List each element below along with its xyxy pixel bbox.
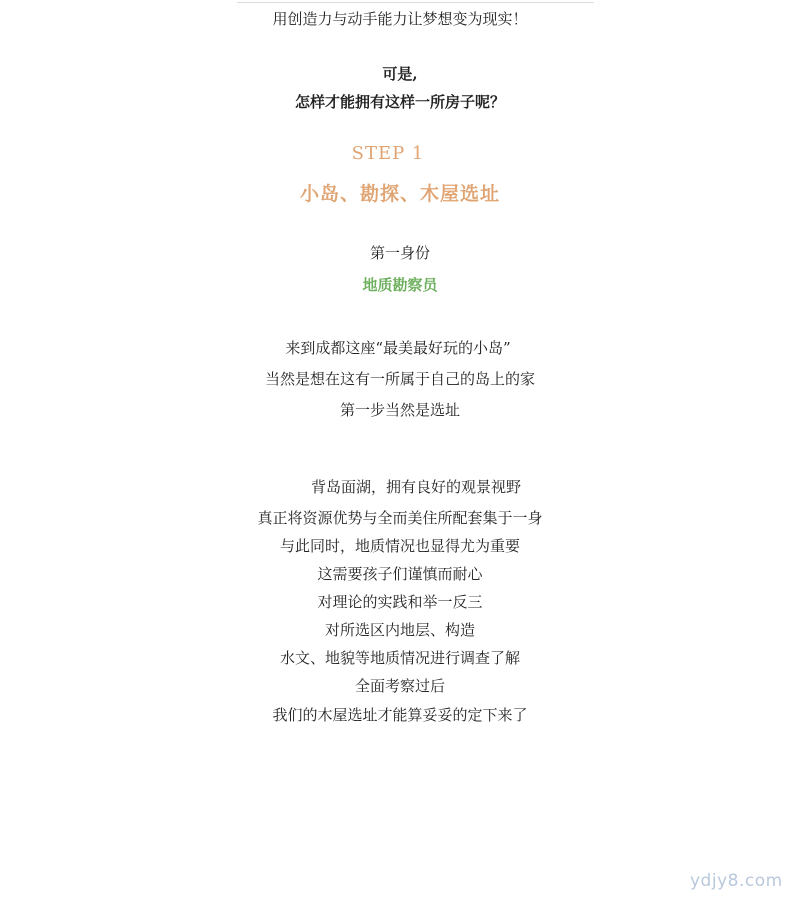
- paragraph-line: 全面考察过后: [354, 677, 445, 695]
- role-label: 第一身份: [369, 244, 430, 262]
- paragraph-line: 对所选区内地层、构造: [324, 621, 475, 639]
- paragraph-line: 来到成都这座“最美最好玩的小岛”: [285, 339, 511, 357]
- role-name: 地质勘察员: [362, 276, 438, 294]
- paragraph-line: 与此同时，地质情况也显得尤为重要: [279, 537, 520, 555]
- question-line-2: 怎样才能拥有这样一所房子呢？: [294, 93, 505, 111]
- paragraph-line: 我们的木屋选址才能算妥妥的定下来了: [272, 706, 528, 724]
- site-watermark: ydjy8.com: [690, 871, 783, 891]
- paragraph-line: 当然是想在这有一所属于自己的岛上的家: [264, 370, 535, 388]
- question-line-1: 可是,: [382, 65, 418, 83]
- paragraph-line: 对理论的实践和举一反三: [317, 593, 483, 611]
- paragraph-line: 水文、地貌等地质情况进行调查了解: [279, 649, 520, 667]
- intro-line: 用创造力与动手能力让梦想变为现实！: [272, 10, 528, 28]
- paragraph-line: 第一步当然是选址: [339, 401, 460, 419]
- section-title: 小岛、勘探、木屋选址: [299, 183, 500, 205]
- paragraph-line: 真正将资源优势与全而美住所配套集于一身: [257, 509, 543, 527]
- step-label: STEP 1: [351, 143, 425, 164]
- paragraph-line: 背岛面湖，拥有良好的观景视野: [310, 478, 521, 496]
- paragraph-line: 这需要孩子们谨慎而耐心: [317, 565, 483, 583]
- top-divider: [237, 2, 594, 3]
